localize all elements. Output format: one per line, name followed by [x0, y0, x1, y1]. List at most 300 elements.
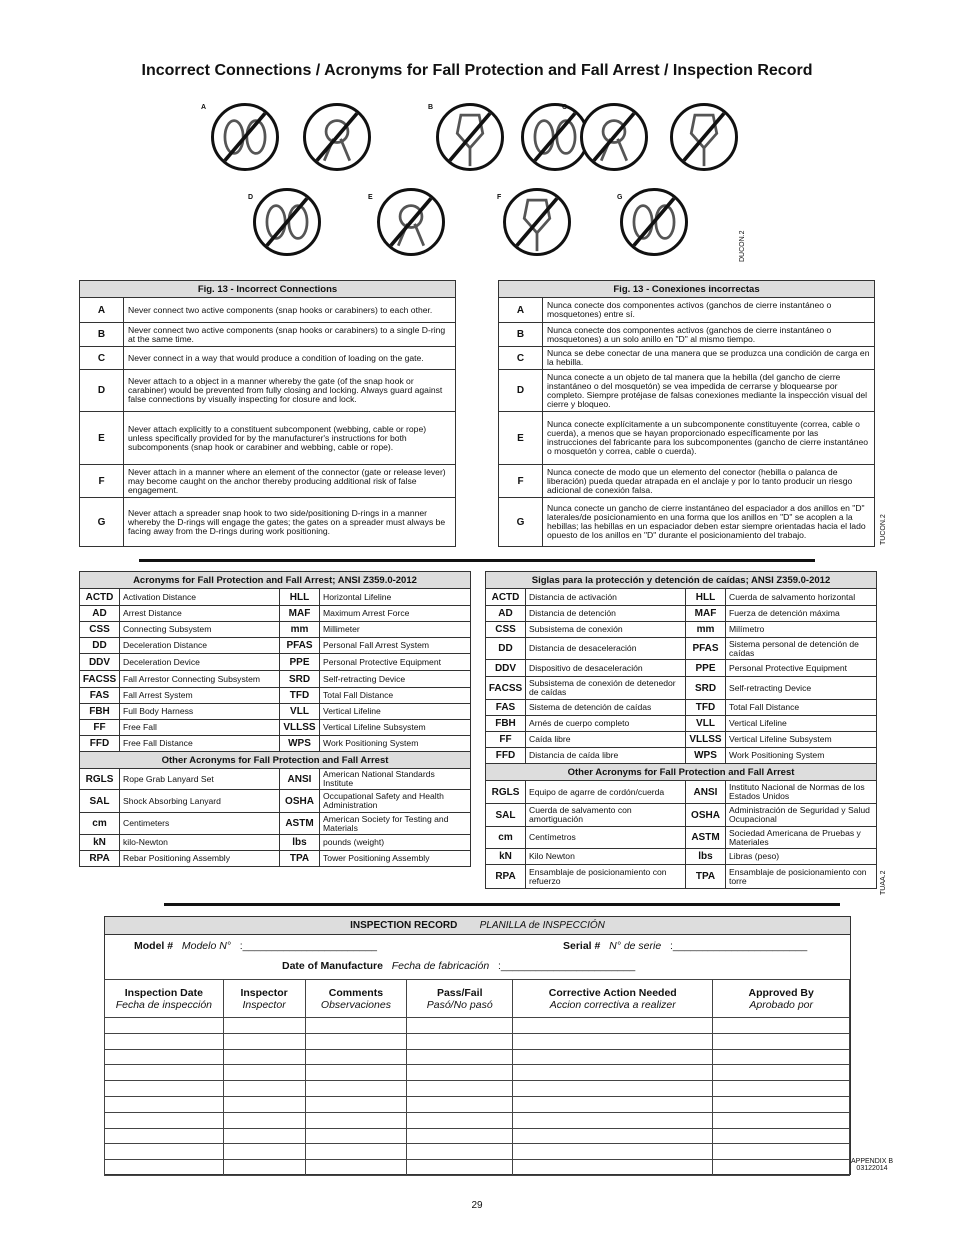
table-subtitle: Other Acronyms for Fall Protection and Fall Arrest: [486, 764, 877, 781]
acronym-meaning: Cuerda de salvamento horizontal: [726, 589, 877, 606]
acronym-meaning: Administración de Seguridad y Salud Ocupacional: [726, 804, 877, 827]
inspection-cell[interactable]: [513, 1144, 713, 1160]
inspection-row: [105, 1081, 850, 1097]
acronym-meaning: Deceleration Distance: [120, 638, 280, 654]
incorrect-connection-figure: [303, 103, 371, 171]
acronym-meaning: Cuerda de salvamento con amortiguación: [526, 804, 686, 827]
acronym: TPA: [686, 865, 726, 889]
acronym-meaning: Ensamblaje de posicionamiento con torre: [726, 865, 877, 889]
inspection-cell[interactable]: [305, 1160, 407, 1176]
table-title: Acronyms for Fall Protection and Fall Arrest; ANSI Z359.0-2012: [80, 572, 471, 589]
acronym-meaning: Arrest Distance: [120, 606, 280, 622]
inspection-row: [105, 1160, 850, 1176]
table-row: [80, 347, 456, 370]
table-row: [486, 677, 877, 700]
inspection-cell[interactable]: [513, 1160, 713, 1176]
acronym-meaning: Centímetros: [526, 827, 686, 849]
row-description: Nunca conecte de modo que un elemento del conector (hebilla o palanca de liberación) pueda quedar atrapada en el anclaje y por lo tanto producir un riesgo adicional de conexión falsa.: [543, 465, 875, 498]
acronym: FFD: [486, 748, 526, 764]
table-row: [499, 465, 875, 498]
incorrect-connection-figure: [377, 188, 445, 256]
column-header: Approved By Aprobado por: [713, 980, 850, 1018]
acronym: SAL: [486, 804, 526, 827]
table-row: [80, 736, 471, 752]
inspection-cell[interactable]: [713, 1144, 850, 1160]
inspection-cell[interactable]: [513, 1096, 713, 1112]
inspection-cell[interactable]: [223, 1033, 305, 1049]
row-letter: D: [499, 370, 543, 412]
inspection-cell[interactable]: [105, 1049, 224, 1065]
inspection-row: [105, 1144, 850, 1160]
acronym-meaning: Vertical Lifeline: [726, 716, 877, 732]
acronym-meaning: Centimeters: [120, 813, 280, 835]
inspection-cell[interactable]: [223, 1096, 305, 1112]
table-title: Fig. 13 - Conexiones incorrectas: [499, 281, 875, 298]
acronym-meaning: Full Body Harness: [120, 704, 280, 720]
acronym: mm: [280, 622, 320, 638]
incorrect-connection-figure: [670, 103, 738, 171]
table-row: [486, 589, 877, 606]
manufacture-date-field[interactable]: Date of Manufacture Fecha de fabricación :_______________________: [282, 960, 636, 972]
acronym: MAF: [686, 606, 726, 622]
inspection-row: [105, 1112, 850, 1128]
row-letter: A: [80, 298, 124, 323]
incorrect-connection-figure: [211, 103, 279, 171]
inspection-cell[interactable]: [105, 1018, 224, 1034]
acronym-meaning: Sociedad Americana de Pruebas y Materiales: [726, 827, 877, 849]
acronym-meaning: Occupational Safety and Health Administration: [320, 790, 471, 813]
table-row: [80, 654, 471, 671]
column-header: Inspection Date Fecha de inspección: [105, 980, 224, 1018]
inspection-cell[interactable]: [105, 1081, 224, 1097]
acronym: AD: [486, 606, 526, 622]
inspection-cell[interactable]: [305, 1112, 407, 1128]
inspection-cell[interactable]: [713, 1096, 850, 1112]
inspection-cell[interactable]: [223, 1081, 305, 1097]
acronym-meaning: American National Standards Institute: [320, 769, 471, 790]
table-row: [486, 748, 877, 764]
serial-field[interactable]: Serial # N° de serie :_______________________: [563, 940, 808, 952]
inspection-cell[interactable]: [407, 1144, 513, 1160]
table-row: [80, 813, 471, 835]
acronym: ASTM: [280, 813, 320, 835]
table-row: [499, 323, 875, 347]
inspection-cell[interactable]: [513, 1033, 713, 1049]
inspection-cell[interactable]: [305, 1018, 407, 1034]
table-title: Fig. 13 - Incorrect Connections: [80, 281, 456, 298]
row-description: Never attach a spreader snap hook to two side/positioning D-rings in a manner whereby the D-rings will engage the gates; the gates on a spreader must always be facing away from the D-rings during work positioning.: [124, 498, 456, 547]
acronym-meaning: Instituto Nacional de Normas de los Estados Unidos: [726, 781, 877, 804]
table-row: [486, 660, 877, 677]
table-row: [486, 732, 877, 748]
acronym-meaning: Arnés de cuerpo completo: [526, 716, 686, 732]
acronym: HLL: [686, 589, 726, 606]
inspection-cell[interactable]: [407, 1096, 513, 1112]
acronym: TFD: [280, 688, 320, 704]
acronym: VLL: [686, 716, 726, 732]
inspection-row: [105, 1096, 850, 1112]
table-row: [80, 638, 471, 654]
acronym-meaning: Ensamblaje de posicionamiento con refuerzo: [526, 865, 686, 889]
acronym: cm: [80, 813, 120, 835]
acronym: PPE: [280, 654, 320, 671]
acronym-meaning: Rope Grab Lanyard Set: [120, 769, 280, 790]
row-letter: D: [80, 370, 124, 412]
acronym-meaning: Distancia de desaceleración: [526, 638, 686, 660]
acronym-meaning: Distancia de activación: [526, 589, 686, 606]
acronym-meaning: Fall Arrestor Connecting Subsystem: [120, 671, 280, 688]
inspection-cell[interactable]: [407, 1049, 513, 1065]
row-letter: G: [499, 498, 543, 547]
prohibited-icon: [583, 106, 645, 168]
acronym: VLLSS: [280, 720, 320, 736]
acronym-meaning: Tower Positioning Assembly: [320, 851, 471, 867]
inspection-cell[interactable]: [223, 1144, 305, 1160]
acronym-meaning: Subsistema de conexión: [526, 622, 686, 638]
row-letter: F: [499, 465, 543, 498]
inspection-cell[interactable]: [105, 1112, 224, 1128]
prohibited-icon: [524, 106, 586, 168]
acronym: SRD: [686, 677, 726, 700]
table-row: [80, 465, 456, 498]
siglas-table: [485, 571, 877, 889]
acronym-meaning: Caída libre: [526, 732, 686, 748]
acronym-meaning: American Society for Testing and Materials: [320, 813, 471, 835]
acronym-meaning: Distancia de detención: [526, 606, 686, 622]
inspection-cell[interactable]: [407, 1081, 513, 1097]
inspection-cell[interactable]: [513, 1065, 713, 1081]
row-letter: C: [80, 347, 124, 370]
acronym-meaning: Free Fall: [120, 720, 280, 736]
incorrect-connection-figure: [503, 188, 571, 256]
acronym: CSS: [80, 622, 120, 638]
inspection-cell[interactable]: [407, 1065, 513, 1081]
divider: [164, 903, 840, 906]
inspection-cell[interactable]: [713, 1065, 850, 1081]
inspection-cell[interactable]: [713, 1128, 850, 1144]
inspection-cell[interactable]: [513, 1018, 713, 1034]
table-row: [80, 851, 471, 867]
incorrect-connection-figure: [436, 103, 504, 171]
inspection-cell[interactable]: [713, 1160, 850, 1176]
row-description: Nunca conecte explícitamente a un subcomponente constituyente (correa, cable o cuerda), a menos que se hayan proporcionado específicamente por las instrucciones del fabricante para los subcomponentes (gancho de cierre instantáneo o mosquetón y correa, cable o cuerda).: [543, 412, 875, 465]
row-letter: B: [499, 323, 543, 347]
row-description: Nunca conecte un gancho de cierre instantáneo del espaciador a dos anillos en "D" laterales/de posicionamiento en una forma que los anillos en "D" se acoplen a la hebillas; las hebillas en un espaciador deben estar siempre orientadas hacia el lado opuesto de los anillos en "D" durante el posicionamiento del trabajo.: [543, 498, 875, 547]
column-header: Pass/Fail Pasó/No pasó: [407, 980, 513, 1018]
acronym: FF: [486, 732, 526, 748]
acronym-meaning: Shock Absorbing Lanyard: [120, 790, 280, 813]
table-row: [486, 716, 877, 732]
table-row: [80, 412, 456, 465]
table-row: [80, 720, 471, 736]
acronym-meaning: Total Fall Distance: [320, 688, 471, 704]
row-description: Never connect in a way that would produce a condition of loading on the gate.: [124, 347, 456, 370]
acronym: lbs: [686, 849, 726, 865]
inspection-cell[interactable]: [713, 1081, 850, 1097]
incorrect-connection-figure: [580, 103, 648, 171]
acronym: ANSI: [280, 769, 320, 790]
table-row: [80, 606, 471, 622]
table-row: [499, 498, 875, 547]
acronym: FAS: [486, 700, 526, 716]
prohibited-icon: [380, 191, 442, 253]
prohibited-icon: [673, 106, 735, 168]
row-letter: E: [80, 412, 124, 465]
inspection-cell[interactable]: [223, 1049, 305, 1065]
inspection-cell[interactable]: [513, 1128, 713, 1144]
acronym: MAF: [280, 606, 320, 622]
column-header: Inspector Inspector: [223, 980, 305, 1018]
acronym: RPA: [486, 865, 526, 889]
acronym-meaning: kilo-Newton: [120, 835, 280, 851]
inspection-cell[interactable]: [223, 1112, 305, 1128]
table-row: [80, 671, 471, 688]
acronym: kN: [486, 849, 526, 865]
table-row: [486, 781, 877, 804]
inspection-cell[interactable]: [105, 1144, 224, 1160]
acronym: RPA: [80, 851, 120, 867]
table-row: [80, 498, 456, 547]
inspection-cell[interactable]: [305, 1081, 407, 1097]
table-row: [80, 790, 471, 813]
acronym-meaning: Rebar Positioning Assembly: [120, 851, 280, 867]
acronym-meaning: Sistema de detención de caídas: [526, 700, 686, 716]
inspection-cell[interactable]: [105, 1096, 224, 1112]
acronym-meaning: Self-retracting Device: [320, 671, 471, 688]
column-header: Comments Observaciones: [305, 980, 407, 1018]
table-row: [486, 804, 877, 827]
row-description: Nunca conecte a un objeto de tal manera que la hebilla (del gancho de cierre instantáneo o del mosquetón) se vea impedida de cerrarse y bloquearse por completo. Siempre protéjase de falsas conexiones mediante la inspección visual del cierre y bloqueo.: [543, 370, 875, 412]
inspection-cell[interactable]: [713, 1112, 850, 1128]
acronym: RGLS: [80, 769, 120, 790]
acronym-meaning: Sistema personal de detención de caídas: [726, 638, 877, 660]
inspection-record: [104, 916, 851, 1175]
acronym: PFAS: [686, 638, 726, 660]
acronym: ACTD: [80, 589, 120, 606]
inspection-cell[interactable]: [223, 1065, 305, 1081]
acronym-meaning: Activation Distance: [120, 589, 280, 606]
row-letter: B: [80, 323, 124, 347]
figure-label: A: [201, 104, 207, 111]
acronym: HLL: [280, 589, 320, 606]
acronym: SAL: [80, 790, 120, 813]
inspection-cell[interactable]: [305, 1096, 407, 1112]
inspection-cell[interactable]: [105, 1128, 224, 1144]
table-row: [486, 606, 877, 622]
table-row: [80, 769, 471, 790]
acronym-meaning: pounds (weight): [320, 835, 471, 851]
figure-label: D: [248, 194, 254, 201]
acronym-meaning: Distancia de caída libre: [526, 748, 686, 764]
inspection-row: [105, 1033, 850, 1049]
acronym-meaning: Equipo de agarre de cordón/cuerda: [526, 781, 686, 804]
table-row: [80, 835, 471, 851]
acronym: OSHA: [280, 790, 320, 813]
inspection-cell[interactable]: [305, 1033, 407, 1049]
table-row: [80, 589, 471, 606]
inspection-cell[interactable]: [105, 1160, 224, 1176]
figure-label: C: [562, 104, 568, 111]
row-letter: C: [499, 347, 543, 370]
acronym: CSS: [486, 622, 526, 638]
acronym: SRD: [280, 671, 320, 688]
table-row: [499, 298, 875, 323]
acronym: RGLS: [486, 781, 526, 804]
acronym: kN: [80, 835, 120, 851]
table-row: [499, 412, 875, 465]
acronym-meaning: Horizontal Lifeline: [320, 589, 471, 606]
column-header: Corrective Action Needed Accion correctiva a realizer: [513, 980, 713, 1018]
inspection-cell[interactable]: [513, 1049, 713, 1065]
acronym-meaning: Deceleration Device: [120, 654, 280, 671]
acronym-meaning: Free Fall Distance: [120, 736, 280, 752]
row-description: Nunca conecte dos componentes activos (ganchos de cierre instantáneo o mosquetones) a un solo anillo en "D" al mismo tiempo.: [543, 323, 875, 347]
table-subtitle: Other Acronyms for Fall Protection and Fall Arrest: [80, 752, 471, 769]
acronym: TFD: [686, 700, 726, 716]
acronym-meaning: Personal Fall Arrest System: [320, 638, 471, 654]
acronym: FF: [80, 720, 120, 736]
acronym-meaning: Vertical Lifeline Subsystem: [726, 732, 877, 748]
inspection-cell[interactable]: [407, 1033, 513, 1049]
table-row: [499, 370, 875, 412]
acronym-meaning: Work Positioning System: [726, 748, 877, 764]
table-row: [486, 827, 877, 849]
acronym-meaning: Libras (peso): [726, 849, 877, 865]
inspection-cell[interactable]: [105, 1065, 224, 1081]
acronym: ASTM: [686, 827, 726, 849]
row-letter: G: [80, 498, 124, 547]
acronym: WPS: [686, 748, 726, 764]
row-description: Never attach in a manner where an element of the connector (gate or release lever) may become caught on the anchor thereby producing additional risk of false engagement.: [124, 465, 456, 498]
acronym: TPA: [280, 851, 320, 867]
inspection-cell[interactable]: [407, 1128, 513, 1144]
inspection-cell[interactable]: [513, 1081, 713, 1097]
acronym: DDV: [486, 660, 526, 677]
inspection-cell[interactable]: [713, 1049, 850, 1065]
inspection-row: [105, 1128, 850, 1144]
table-row: [486, 622, 877, 638]
acronym: FBH: [80, 704, 120, 720]
inspection-cell[interactable]: [305, 1128, 407, 1144]
table-row: [486, 849, 877, 865]
page-title: Incorrect Connections / Acronyms for Fall Protection and Fall Arrest / Inspection Record: [141, 62, 813, 79]
acronym: FBH: [486, 716, 526, 732]
row-letter: E: [499, 412, 543, 465]
table-row: [80, 298, 456, 323]
acronym-meaning: Dispositivo de desaceleración: [526, 660, 686, 677]
row-description: Never attach explicitly to a constituent subcomponent (webbing, cable or rope) unless specifically provided for by the manufacturer's instructions for both subcomponents (snap hook or carabiner and webbing, cable or rope).: [124, 412, 456, 465]
acronyms-code: TUAA.2: [880, 870, 887, 895]
acronym-meaning: Vertical Lifeline: [320, 704, 471, 720]
acronym-meaning: Personal Protective Equipment: [320, 654, 471, 671]
acronym-meaning: Self-retracting Device: [726, 677, 877, 700]
figure-label: F: [497, 194, 502, 201]
page-number: 29: [471, 1200, 483, 1211]
table-row: [80, 622, 471, 638]
acronym-meaning: Kilo Newton: [526, 849, 686, 865]
acronym: WPS: [280, 736, 320, 752]
table-row: [499, 347, 875, 370]
inspection-cell[interactable]: [713, 1033, 850, 1049]
row-description: Never connect two active components (snap hooks or carabiners) to a single D-ring at the same time.: [124, 323, 456, 347]
prohibited-icon: [439, 106, 501, 168]
inspection-cell[interactable]: [407, 1160, 513, 1176]
acronym: FACSS: [80, 671, 120, 688]
row-description: Nunca se debe conectar de una manera que se produzca una condición de carga en la hebilla.: [543, 347, 875, 370]
conexiones-incorrectas-table: [498, 280, 875, 547]
table-row: [80, 688, 471, 704]
inspection-row: [105, 1065, 850, 1081]
inspection-cell[interactable]: [223, 1128, 305, 1144]
acronym: FACSS: [486, 677, 526, 700]
acronym: FFD: [80, 736, 120, 752]
acronym-meaning: Milímetro: [726, 622, 877, 638]
acronym: DDV: [80, 654, 120, 671]
acronym-meaning: Personal Protective Equipment: [726, 660, 877, 677]
acronym: PFAS: [280, 638, 320, 654]
inspection-cell[interactable]: [407, 1112, 513, 1128]
inspection-fields: [105, 935, 850, 980]
table-row: [486, 865, 877, 889]
inspection-cell[interactable]: [223, 1018, 305, 1034]
figure-code: DUCON.2: [739, 230, 746, 262]
inspection-cell[interactable]: [407, 1018, 513, 1034]
model-field[interactable]: Model # Modelo N° :_______________________: [134, 940, 377, 952]
acronym: VLLSS: [686, 732, 726, 748]
table-row: [486, 700, 877, 716]
inspection-cell[interactable]: [305, 1065, 407, 1081]
figure-label: B: [428, 104, 434, 111]
figure-label: G: [617, 194, 623, 201]
acronym: VLL: [280, 704, 320, 720]
acronym: lbs: [280, 835, 320, 851]
acronym: DD: [80, 638, 120, 654]
acronym-meaning: Fall Arrest System: [120, 688, 280, 704]
prohibited-icon: [306, 106, 368, 168]
inspection-cell[interactable]: [513, 1112, 713, 1128]
row-description: Nunca conecte dos componentes activos (ganchos de cierre instantáneo o mosquetones) entre sí.: [543, 298, 875, 323]
acronym: OSHA: [686, 804, 726, 827]
acronym: ACTD: [486, 589, 526, 606]
acronym: FAS: [80, 688, 120, 704]
acronym-meaning: Fuerza de detención máxima: [726, 606, 877, 622]
inspection-cell[interactable]: [105, 1033, 224, 1049]
prohibited-icon: [623, 191, 685, 253]
incorrect-connection-figure: [620, 188, 688, 256]
row-description: Never attach to a object in a manner whereby the gate (of the snap hook or carabiner) would be prevented from fully closing and locking. Always guard against false connections by visually inspecting for closure and lock.: [124, 370, 456, 412]
table-code: TUCON.2: [880, 514, 887, 545]
table-row: [80, 704, 471, 720]
row-description: Never connect two active components (snap hooks or carabiners) to each other.: [124, 298, 456, 323]
inspection-cell[interactable]: [713, 1018, 850, 1034]
acronym: mm: [686, 622, 726, 638]
acronym-meaning: Millimeter: [320, 622, 471, 638]
prohibited-icon: [256, 191, 318, 253]
acronym: cm: [486, 827, 526, 849]
figure-label: E: [368, 194, 373, 201]
inspection-grid: [104, 979, 850, 1176]
divider: [139, 559, 815, 562]
inspection-cell[interactable]: [305, 1049, 407, 1065]
acronym: ANSI: [686, 781, 726, 804]
acronym-meaning: Connecting Subsystem: [120, 622, 280, 638]
acronyms-table: [79, 571, 471, 867]
inspection-cell[interactable]: [223, 1160, 305, 1176]
incorrect-connection-figure: [521, 103, 589, 171]
table-title: Siglas para la protección y detención de caídas; ANSI Z359.0-2012: [486, 572, 877, 589]
inspection-cell[interactable]: [305, 1144, 407, 1160]
acronym: DD: [486, 638, 526, 660]
